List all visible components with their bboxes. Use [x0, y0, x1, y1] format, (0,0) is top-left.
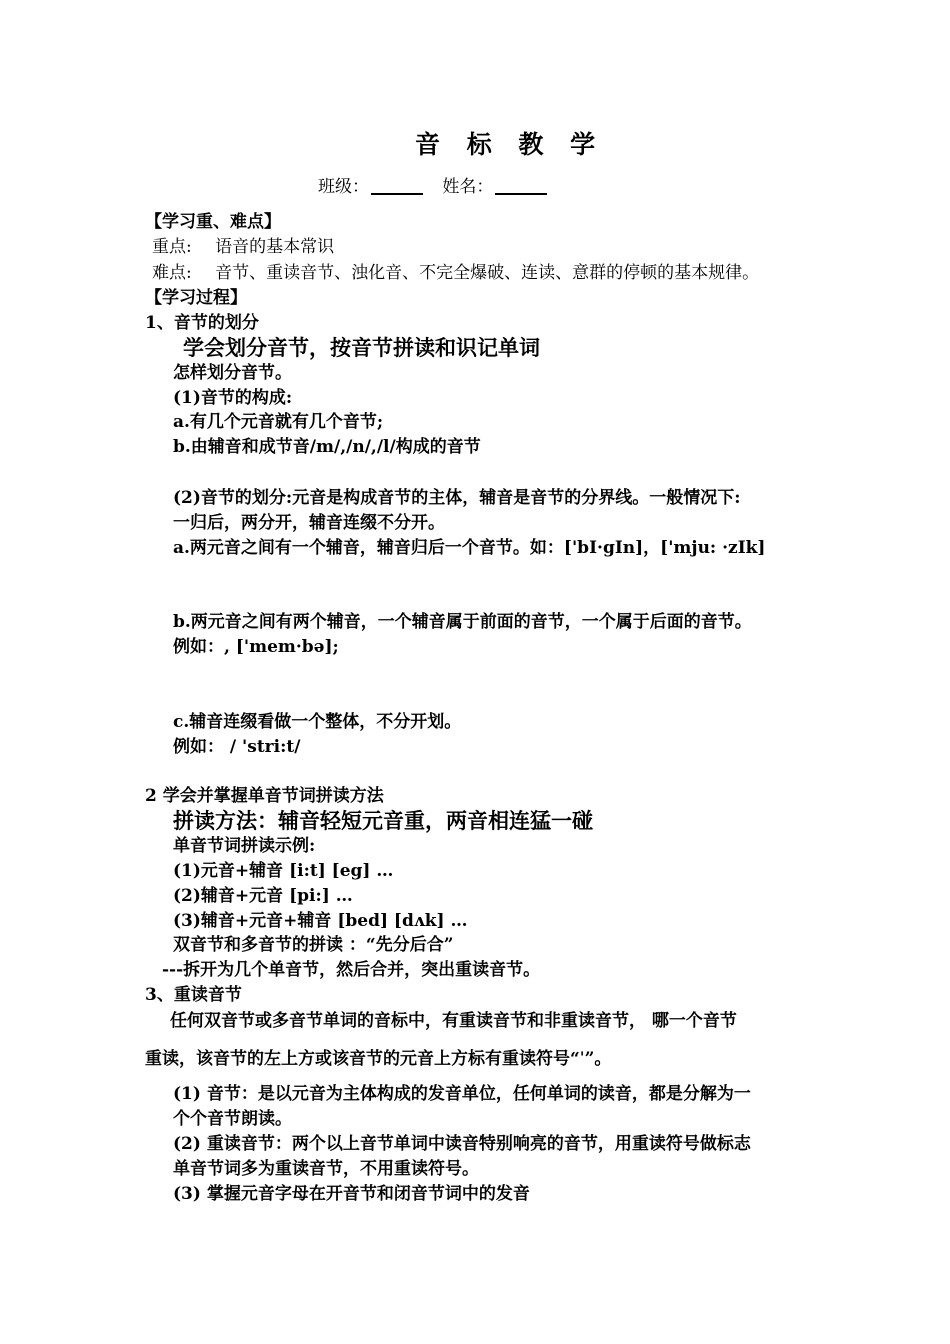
section-3-paragraph-line-2: 重读，该音节的左上方或该音节的元音上方标有重读符号“ˈ”。: [145, 1049, 612, 1069]
section-process-heading: 【学习过程】: [145, 288, 247, 308]
section-2-method: 拼读方法：辅音轻短元音重，两音相连猛一碰: [173, 808, 593, 833]
section-1-goal: 学会划分音节，按音节拼读和识记单词: [183, 335, 540, 360]
section-3-heading: 3、重读音节: [145, 985, 242, 1005]
section-3-item-3: (3) 掌握元音字母在开音节和闭音节词中的发音: [173, 1184, 530, 1204]
section-1-point-1: (1)音节的构成:: [173, 388, 293, 408]
key-point-line: [152, 236, 334, 258]
section-2-example-2: (2)辅音+元音 [pi:] …: [173, 886, 353, 906]
difficulty-line: [152, 262, 759, 284]
difficulty-label: 难点:: [152, 263, 192, 283]
section-2-example-1: (1)元音+辅音 [i:t] [eg] …: [173, 861, 394, 881]
section-1-heading: 1、音节的划分: [145, 313, 259, 333]
key-text: 语音的基本常识: [215, 237, 335, 257]
section-3-paragraph-line-1: 任何双音节或多音节单词的音标中，有重读音节和非重读音节， 哪一个音节: [170, 1011, 737, 1031]
page-title: 音 标 教 学: [415, 130, 605, 159]
section-3-item-2-line-1: (2) 重读音节：两个以上音节单词中读音特别响亮的音节，用重读符号做标志: [173, 1134, 751, 1154]
section-1-point-1a: a.有几个元音就有几个音节;: [173, 412, 384, 432]
section-1-point-2a: a.两元音之间有一个辅音，辅音归后一个音节。如：['bI·gIn]，['mju: ·zIk]: [173, 538, 766, 558]
section-1-point-2b-line-2: 例如：, ['mem·bə];: [173, 637, 339, 657]
section-1-point-2-line-2: 一归后，两分开，辅音连缀不分开。: [173, 513, 445, 533]
key-label: 重点:: [152, 237, 192, 257]
difficulty-text: 音节、重读音节、浊化音、不完全爆破、连读、意群的停顿的基本规律。: [215, 263, 760, 283]
section-2-examples-label: 单音节词拼读示例:: [173, 836, 316, 856]
class-name-line: [318, 176, 547, 198]
section-2-example-3: (3)辅音+元音+辅音 [bed] [dʌk] …: [173, 911, 468, 931]
section-2-split-rule: ---拆开为几个单音节，然后合并，突出重读音节。: [162, 960, 541, 980]
section-2-multi-syllable: 双音节和多音节的拼读 ：“先分后合”: [173, 935, 454, 955]
class-blank: [371, 177, 423, 195]
section-3-item-1-line-1: (1) 音节：是以元音为主体构成的发音单位，任何单词的读音，都是分解为一: [173, 1084, 751, 1104]
section-1-how: 怎样划分音节。: [173, 363, 292, 383]
class-label: 班级：: [318, 177, 369, 197]
name-blank: [495, 177, 547, 195]
section-1-point-2c-line-2: 例如： / 'stri:t/: [173, 737, 301, 757]
section-3-item-1-line-2: 个个音节朗读。: [173, 1109, 292, 1129]
section-3-item-2-line-2: 单音节词多为重读音节，不用重读符号。: [173, 1159, 479, 1179]
section-1-point-1b: b.由辅音和成节音/m/,/n/,/l/构成的音节: [173, 437, 481, 457]
name-label: 姓名：: [442, 177, 494, 197]
section-1-point-2-line-1: (2)音节的划分:元音是构成音节的主体，辅音是音节的分界线。一般情况下:: [173, 488, 741, 508]
section-keypoints-heading: 【学习重、难点】: [145, 212, 281, 232]
section-1-point-2b-line-1: b.两元音之间有两个辅音，一个辅音属于前面的音节，一个属于后面的音节。: [173, 612, 752, 632]
section-1-point-2c-line-1: c.辅音连缀看做一个整体，不分开划。: [173, 712, 462, 732]
section-2-heading: 2 学会并掌握单音节词拼读方法: [145, 786, 384, 806]
